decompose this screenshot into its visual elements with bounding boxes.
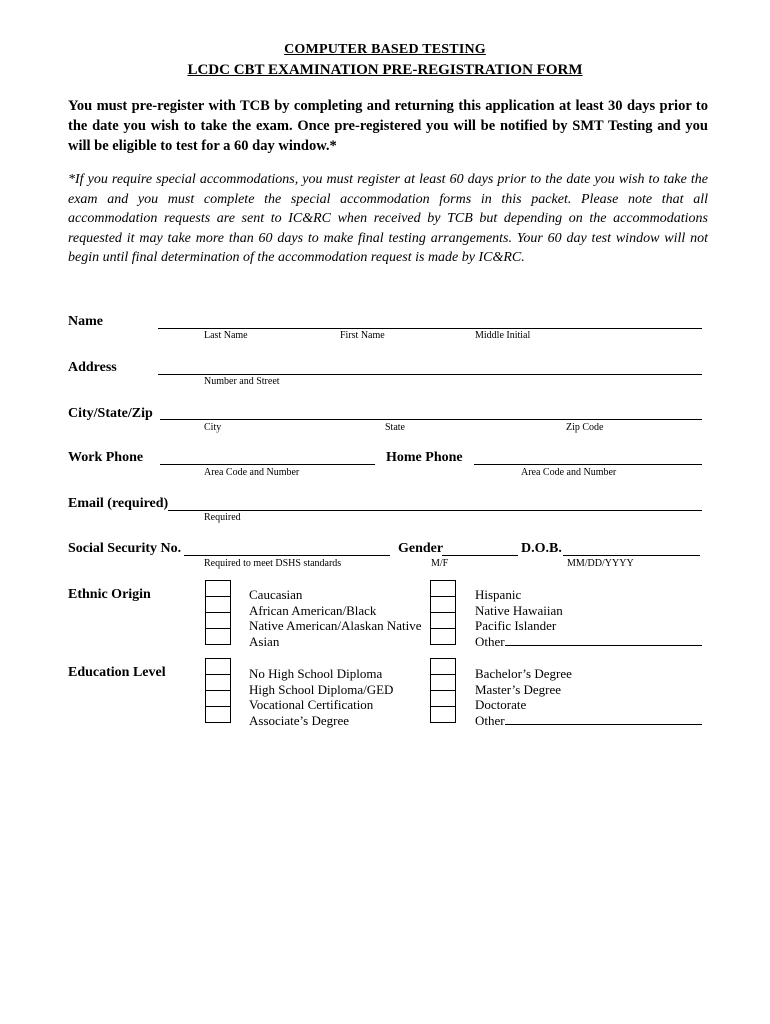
form-title-line1: COMPUTER BASED TESTING [284,42,486,57]
home-phone-label: Home Phone [386,450,463,465]
name-label: Name [68,314,103,329]
ssn-caption: Required to meet DSHS standards [204,558,342,569]
checkbox-native-hawaiian[interactable] [430,596,456,612]
email-field[interactable] [168,510,702,511]
ethnic-checkbox-column-right [430,580,456,645]
intro-paragraph: You must pre-register with TCB by completing and returning this application at least 30 days prior to the date you wish to take the exam. Once pre-registered you will be notified by SMT Testing and you will be eligible to test for a 60 day window.* [68,98,708,154]
checkbox-ged[interactable] [205,674,231,690]
education-other-field[interactable] [505,724,702,725]
gender-label: Gender [398,541,444,556]
checkbox-doctorate[interactable] [430,690,456,706]
checkbox-pacific-islander[interactable] [430,612,456,628]
ethnic-other-label: Other [475,633,505,649]
first-name-caption: First Name [340,330,385,341]
home-phone-caption: Area Code and Number [521,467,617,478]
email-label: Email (required) [68,496,169,511]
name-field[interactable] [158,328,702,329]
home-phone-field[interactable] [474,464,702,465]
ethnic-origin-label: Ethnic Origin [68,587,151,602]
city-caption: City [204,422,222,433]
option-caucasian: Caucasian [249,587,303,602]
last-name-caption: Last Name [204,330,248,341]
ethnic-options-left [249,587,422,649]
option-doctorate: Doctorate [475,697,527,712]
option-bachelors: Bachelor’s Degree [475,666,572,681]
work-phone-label: Work Phone [68,450,144,465]
education-checkbox-column-left [205,658,231,723]
ethnic-checkbox-column-left [205,580,231,645]
education-options-right [475,666,572,728]
state-caption: State [385,422,405,433]
option-native-hawaiian: Native Hawaiian [475,602,563,618]
city-state-zip-label: City/State/Zip [68,406,153,421]
city-state-zip-field[interactable] [160,419,702,420]
education-checkbox-column-right [430,658,456,723]
option-no-diploma: No High School Diploma [249,666,383,681]
ssn-label: Social Security No. [68,541,182,556]
checkbox-associates[interactable] [205,706,231,722]
ssn-field[interactable] [184,555,390,556]
email-caption: Required [204,512,241,523]
dob-caption: MM/DD/YYYY [567,558,634,569]
work-phone-field[interactable] [160,464,375,465]
option-associates: Associate’s Degree [249,712,349,728]
option-ethnic-other [475,634,563,650]
option-masters: Master’s Degree [475,681,562,697]
option-vocational: Vocational Certification [249,697,374,712]
address-field[interactable] [158,374,702,375]
checkbox-ethnic-other[interactable] [430,628,456,644]
checkbox-african-american[interactable] [205,596,231,612]
gender-field[interactable] [442,555,518,556]
accommodation-note: *If you require special accommodations, you must register at least 60 days prior to the date you wish to take the exam and you must complete the special accommodation forms in this packet. Please note that all accommodation requests are sent to IC&RC when received by TCB but depending on the accommodations requested it may take more than 60 days to make final testing arrangements. Your 60 day test window will not begin until final determination of the accommodation request is made by IC&RC. [68,172,708,265]
option-education-other [475,713,572,729]
checkbox-no-diploma[interactable] [205,658,231,674]
checkbox-education-other[interactable] [430,706,456,722]
checkbox-native-american[interactable] [205,612,231,628]
checkbox-masters[interactable] [430,674,456,690]
option-native-american: Native American/Alaskan Native [249,618,422,633]
ethnic-options-right [475,587,563,649]
work-phone-caption: Area Code and Number [204,467,300,478]
checkbox-bachelors[interactable] [430,658,456,674]
zip-caption: Zip Code [566,422,604,433]
checkbox-caucasian[interactable] [205,580,231,596]
checkbox-vocational[interactable] [205,690,231,706]
form-title-line2: LCDC CBT EXAMINATION PRE-REGISTRATION FORM [187,62,583,78]
education-options-left [249,666,393,728]
checkbox-hispanic[interactable] [430,580,456,596]
education-other-label: Other [475,712,505,728]
option-ged: High School Diploma/GED [249,681,394,697]
dob-label: D.O.B. [521,541,562,556]
gender-caption: M/F [431,558,449,569]
street-caption: Number and Street [204,376,280,387]
option-hispanic: Hispanic [475,587,522,602]
option-african-american: African American/Black [249,602,377,618]
dob-field[interactable] [563,555,700,556]
middle-initial-caption: Middle Initial [475,330,531,341]
address-label: Address [68,360,117,375]
ethnic-other-field[interactable] [505,645,702,646]
option-pacific-islander: Pacific Islander [475,618,557,633]
option-asian: Asian [249,633,280,649]
education-level-label: Education Level [68,665,166,680]
checkbox-asian[interactable] [205,628,231,644]
